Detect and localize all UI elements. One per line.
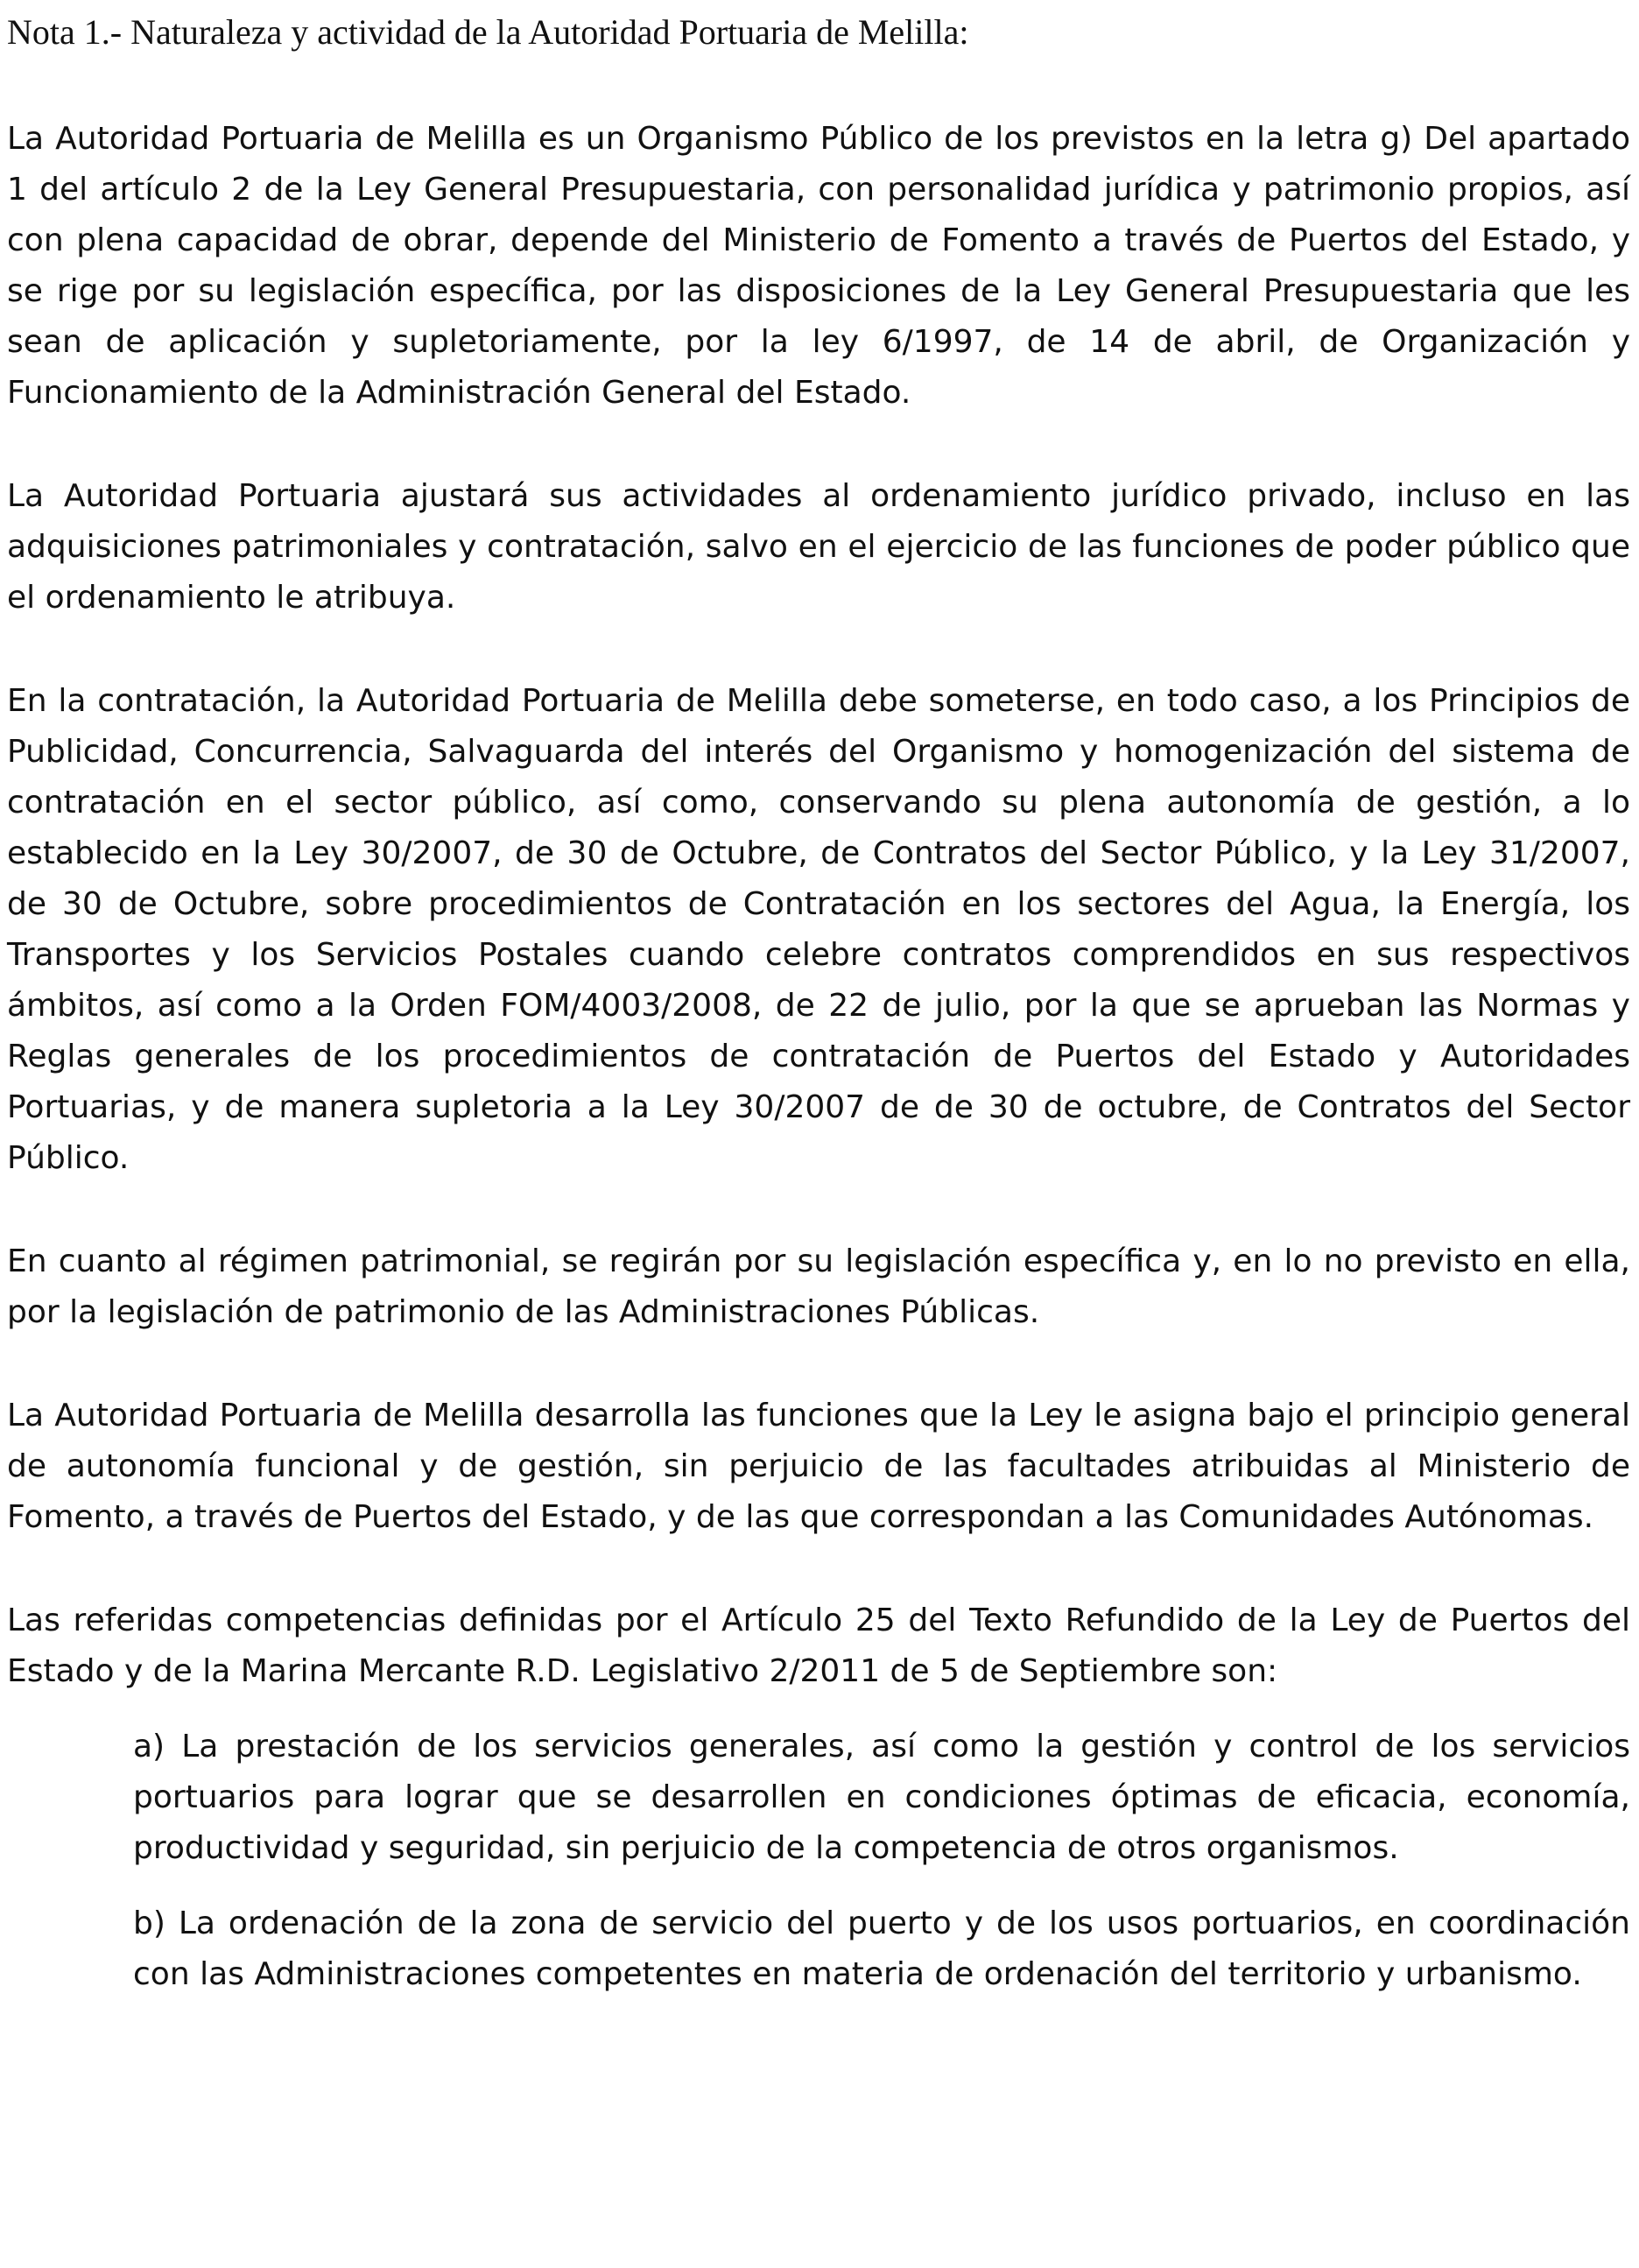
- paragraph-functions: La Autoridad Portuaria de Melilla desarrolla las funciones que la Ley le asigna bajo el principio general de autonomía funcional y de gestión, sin perjuicio de las facultades atribuidas al Ministerio de Fomento, a través de Puertos del Estado, y de las que correspondan a las Comunidades Autónomas.: [7, 1398, 1630, 1535]
- paragraph-competencies-intro: Las referidas competencias definidas por el Artículo 25 del Texto Refundido de la Ley de Puertos del Estado y de la Marina Mercante R.D. Legislativo 2/2011 de 5 de Septiembre son:: [7, 1602, 1630, 1689]
- list-item-b: b) La ordenación de la zona de servicio del puerto y de los usos portuarios, en coordinación con las Administraciones competentes en materia de ordenación del territorio y urbanismo.: [133, 1905, 1630, 1992]
- paragraph-private-law: La Autoridad Portuaria ajustará sus actividades al ordenamiento jurídico privado, incluso en las adquisiciones patrimoniales y contratación, salvo en el ejercicio de las funciones de poder público que el ordenamiento le atribuya.: [7, 478, 1630, 616]
- paragraph-contracting: En la contratación, la Autoridad Portuaria de Melilla debe someterse, en todo caso, a los Principios de Publicidad, Concurrencia, Salvaguarda del interés del Organismo y homogenización del sistema de contratación en el sector público, así como, conservando su plena autonomía de gestión, a lo establecido en la Ley 30/2007, de 30 de Octubre, de Contratos del Sector Público, y la Ley 31/2007, de 30 de Octubre, sobre procedimientos de Contratación en los sectores del Agua, la Energía, los Transportes y los Servicios Postales cuando celebre contratos comprendidos en sus respectivos ámbitos, así como a la Orden FOM/4003/2008, de 22 de julio, por la que se aprueban las Normas y Reglas generales de los procedimientos de contratación de Puertos del Estado y Autoridades Portuarias, y de manera supletoria a la Ley 30/2007 de de 30 de octubre, de Contratos del Sector Público.: [7, 683, 1630, 1176]
- note-heading: Nota 1.- Naturaleza y actividad de la Autoridad Portuaria de Melilla:: [7, 12, 969, 52]
- list-item-a: a) La prestación de los servicios generales, así como la gestión y control de los servicios portuarios para lograr que se desarrollen en condiciones óptimas de eficacia, economía, productividad y seguridad, sin perjuicio de la competencia de otros organismos.: [133, 1729, 1630, 1866]
- paragraph-legal-nature: La Autoridad Portuaria de Melilla es un Organismo Público de los previstos en la letra g) Del apartado 1 del artículo 2 de la Ley General Presupuestaria, con personalidad jurídica y patrimonio propios, así con plena capacidad de obrar, depende del Ministerio de Fomento a través de Puertos del Estado, y se rige por su legislación específica, por las disposiciones de la Ley General Presupuestaria que les sean de aplicación y supletoriamente, por la ley 6/1997, de 14 de abril, de Organización y Funcionamiento de la Administración General del Estado.: [7, 121, 1630, 411]
- paragraph-patrimonial-regime: En cuanto al régimen patrimonial, se regirán por su legislación específica y, en lo no previsto en ella, por la legislación de patrimonio de las Administraciones Públicas.: [7, 1243, 1630, 1330]
